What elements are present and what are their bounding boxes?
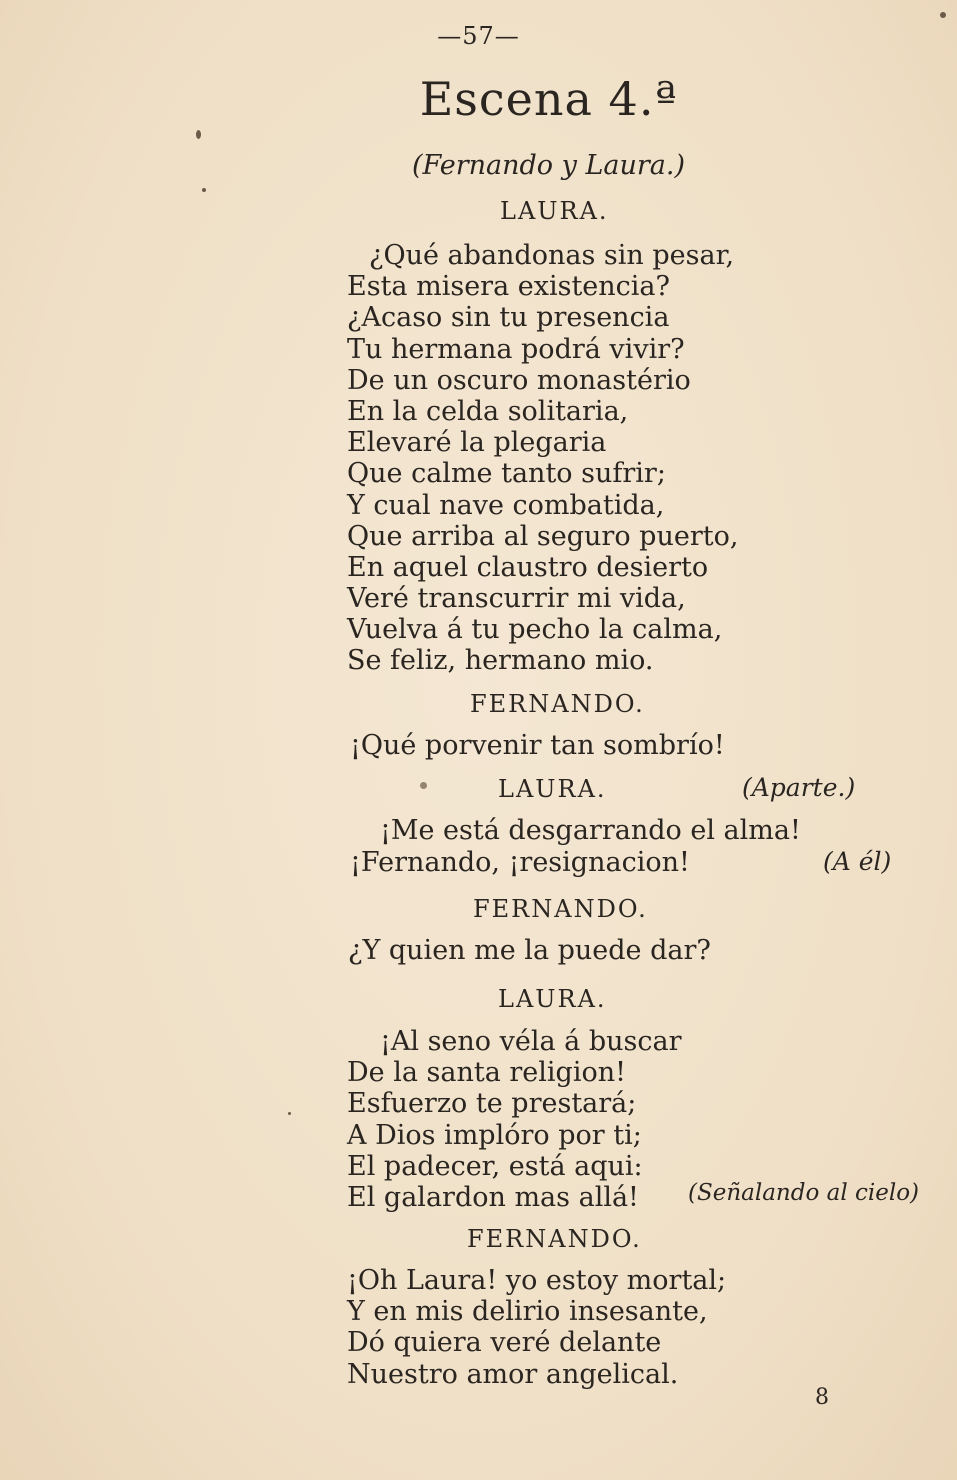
verse-line: Vuelva á tu pecho la calma,: [347, 614, 723, 646]
verse-block: [347, 240, 738, 677]
paper-speck: [288, 1112, 291, 1115]
speaker-fernando: FERNANDO.: [467, 1225, 642, 1253]
scene-title: Escena 4.ª: [419, 72, 678, 126]
stage-direction: (Aparte.): [742, 773, 856, 802]
verse-line: ¡Qué porvenir tan sombrío!: [350, 730, 725, 761]
paper-speck: [202, 188, 206, 192]
page-number: —57—: [437, 22, 520, 50]
speaker-laura: LAURA.: [498, 775, 607, 803]
verse-line: ¡Me está desgarrando el alma!: [380, 815, 801, 846]
verse-line: ¡Al seno véla á buscar: [380, 1026, 682, 1057]
verse-line: En aquel claustro desierto: [347, 551, 709, 583]
verse-line: Nuestro amor angelical.: [347, 1358, 679, 1390]
verse-line: Esta misera existencia?: [347, 271, 670, 303]
verse-line: Veré transcurrir mi vida,: [347, 583, 686, 615]
verse-line: ¿Acaso sin tu presencia: [347, 302, 670, 334]
verse-line: De un oscuro monastério: [347, 364, 691, 396]
verse-block: [347, 1026, 682, 1213]
speaker-laura: LAURA.: [500, 197, 609, 225]
signature-mark: 8: [815, 1385, 829, 1410]
paper-speck: [196, 130, 201, 139]
paper-speck: [420, 782, 427, 789]
verse-line: Que arriba al seguro puerto,: [347, 520, 739, 552]
verse-line: ¿Y quien me la puede dar?: [348, 935, 711, 966]
stage-direction: (A él): [823, 847, 892, 876]
verse-line: El galardon mas allá!: [347, 1181, 639, 1213]
verse-block: [347, 1265, 726, 1390]
verse-line: A Dios implóro por ti;: [347, 1119, 642, 1151]
verse-line: ¡Fernando, ¡resignacion!: [350, 847, 690, 878]
speaker-fernando: FERNANDO.: [470, 690, 645, 718]
verse-line: De la santa religion!: [347, 1057, 626, 1089]
verse-line: ¿Qué abandonas sin pesar,: [369, 240, 735, 271]
verse-line: Esfuerzo te prestará;: [347, 1088, 637, 1120]
speaker-laura: LAURA.: [498, 985, 607, 1013]
paper-speck: [940, 12, 946, 18]
verse-line: Dó quiera veré delante: [347, 1327, 662, 1359]
verse-line: ¡Oh Laura! yo estoy mortal;: [347, 1265, 727, 1296]
verse-line: Y en mis delirio insesante,: [347, 1296, 708, 1328]
verse-line: Y cual nave combatida,: [347, 489, 665, 521]
speaker-fernando: FERNANDO.: [473, 895, 648, 923]
cast-list: (Fernando y Laura.): [411, 150, 686, 181]
verse-line: Que calme tanto sufrir;: [347, 458, 666, 490]
stage-direction: (Señalando al cielo): [688, 1180, 920, 1206]
verse-line: Elevaré la plegaria: [347, 427, 607, 459]
verse-line: En la celda solitaria,: [347, 395, 629, 427]
verse-line: Tu hermana podrá vivir?: [347, 333, 685, 365]
verse-line: Se feliz, hermano mio.: [347, 645, 654, 677]
verse-line: El padecer, está aqui:: [347, 1150, 643, 1182]
